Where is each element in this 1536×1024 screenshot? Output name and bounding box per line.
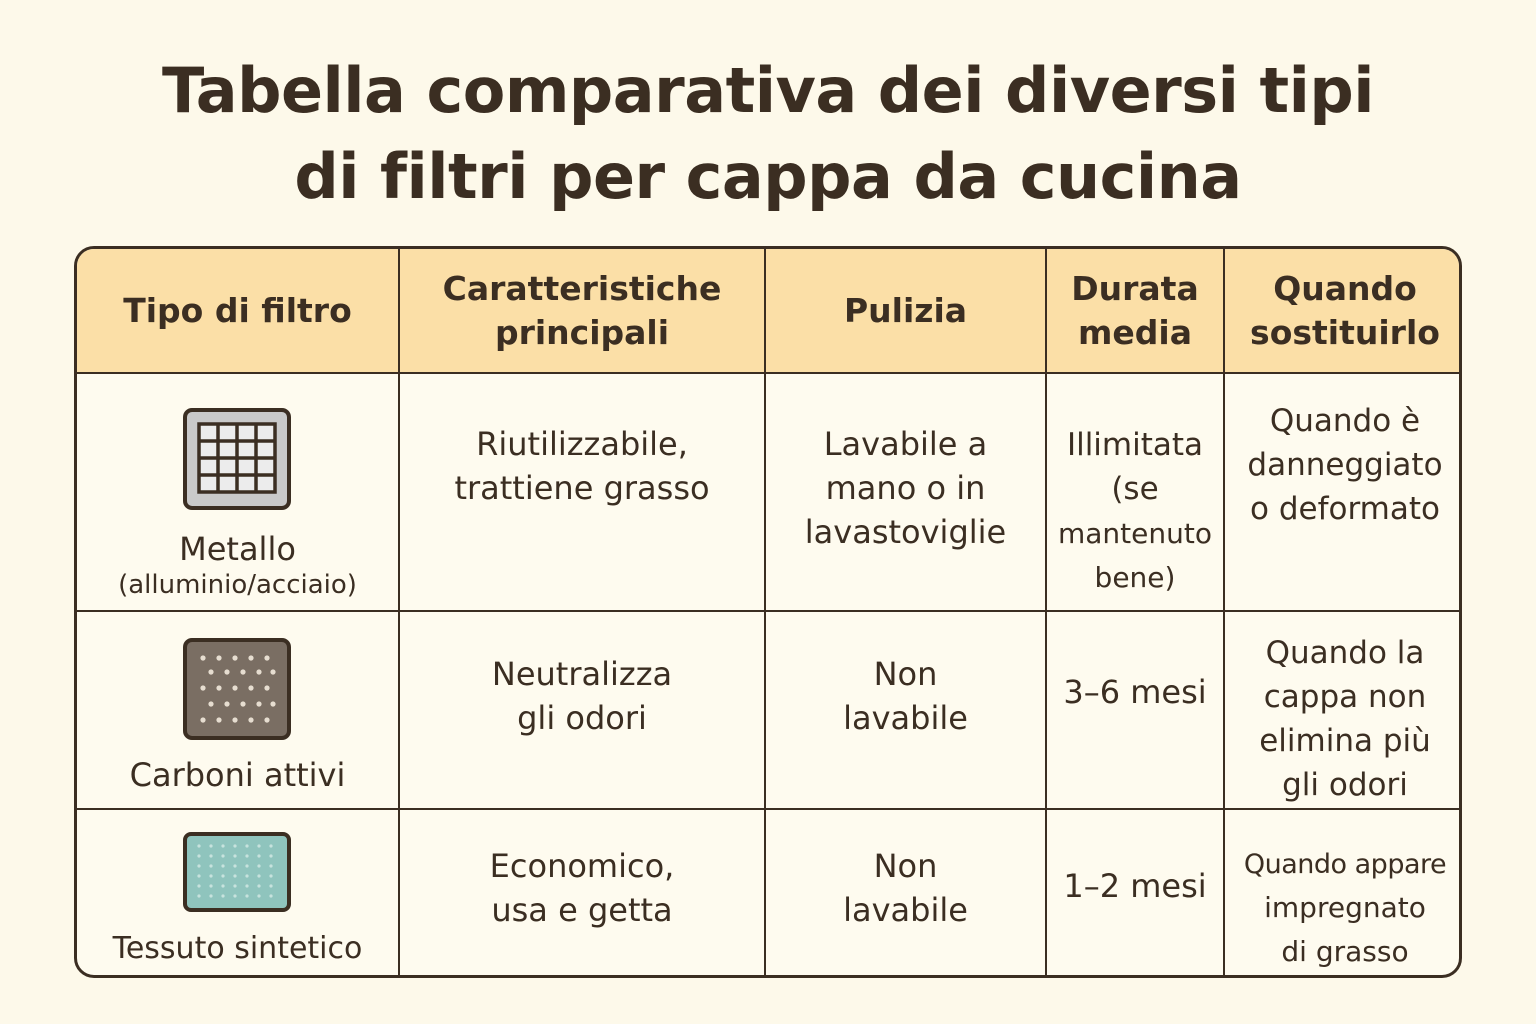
page-title-line-2: di filtri per cappa da cucina — [294, 140, 1242, 213]
activated-carbon-filter-icon — [183, 638, 293, 742]
type-name: Tessuto sintetico — [112, 931, 363, 966]
page-title-line-1: Tabella comparativa dei diversi tipi — [161, 54, 1374, 127]
durata-cell: Illimitata (se mantenuto bene) — [1046, 373, 1224, 611]
synthetic-fabric-filter-icon — [183, 832, 293, 914]
table-row — [77, 373, 1462, 611]
sostituzione-cell: Quando appare impregnato di grasso — [1224, 809, 1462, 978]
sostituzione-cell: Quando la cappa non elimina più gli odori — [1224, 611, 1462, 809]
pulizia-cell: Lavabile a mano o in lavastoviglie — [765, 373, 1046, 611]
type-cell-carboni — [77, 611, 399, 809]
page-title — [0, 48, 1536, 220]
pulizia-cell: Non lavabile — [765, 611, 1046, 809]
type-cell-metallo — [77, 373, 399, 611]
comparison-table — [74, 246, 1462, 978]
metal-grid-filter-icon — [183, 408, 293, 512]
header-tipo-di-filtro: Tipo di filtro — [77, 249, 399, 373]
table-row — [77, 809, 1462, 978]
table-header-row — [77, 249, 1462, 373]
header-caratteristiche: Caratteristiche principali — [399, 249, 765, 373]
caratteristiche-cell: Riutilizzabile, trattiene grasso — [399, 373, 765, 611]
pulizia-cell: Non lavabile — [765, 809, 1046, 978]
durata-cell: 1–2 mesi — [1046, 809, 1224, 978]
type-name: Carboni attivi — [129, 756, 346, 794]
header-durata: Durata media — [1046, 249, 1224, 373]
sostituzione-cell: Quando è danneggiato o deformato — [1224, 373, 1462, 611]
header-quando-sostituirlo: Quando sostituirlo — [1224, 249, 1462, 373]
header-pulizia: Pulizia — [765, 249, 1046, 373]
type-cell-tessuto — [77, 809, 399, 978]
table-row — [77, 611, 1462, 809]
type-subtitle: (alluminio/acciaio) — [118, 570, 357, 600]
caratteristiche-cell: Economico, usa e getta — [399, 809, 765, 978]
type-name: Metallo — [179, 530, 296, 568]
durata-cell: 3–6 mesi — [1046, 611, 1224, 809]
caratteristiche-cell: Neutralizza gli odori — [399, 611, 765, 809]
